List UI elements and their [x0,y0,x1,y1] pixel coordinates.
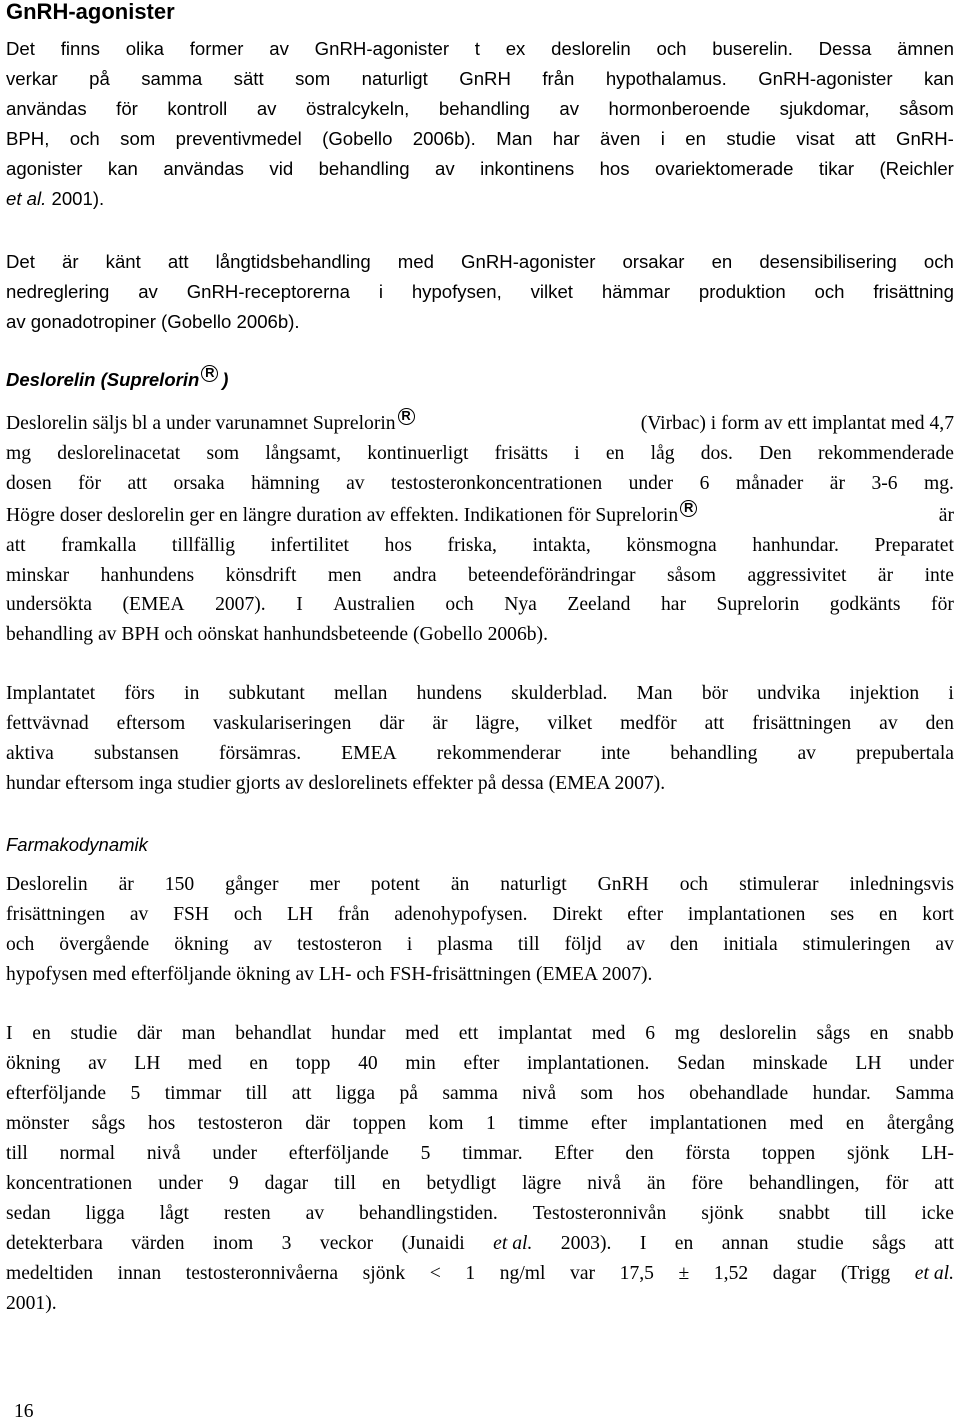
paragraph-line: medeltiden innan testosteronnivåerna sjönk < 1 ng/ml var 17,5 ± 1,52 dagar (Trigg et al. [6,1263,954,1284]
paragraph-line: Det är känt att långtidsbehandling med GnRH-agonister orsakar en desensibilisering och [6,251,954,272]
paragraph-line-last: av gonadotropiner (Gobello 2006b). [6,311,300,332]
section-heading-farmakodynamik: Farmakodynamik [6,834,148,855]
registered-trademark-icon: R [201,365,218,382]
paragraph-line: detekterbara värden inom 3 veckor (Junaidi et al. 2003). I en annan studie sågs att [6,1233,954,1254]
paragraph-line: undersökta (EMEA 2007). I Australien och Nya Zeeland har Suprelorin godkänts för [6,594,954,615]
paragraph-line: till normal nivå under efterföljande 5 timmar. Efter den första toppen sjönk LH- [6,1143,954,1164]
desl-line1-a: Deslorelin säljs bl a under varunamnet Suprelorin R [6,409,419,439]
paragraph-line: dosen för att orsaka hämning av testosteronkoncentrationen under 6 månader är 3-6 mg. [6,473,954,494]
paragraph-line-last: behandling av BPH och oönskat hanhundsbeteende (Gobello 2006b). [6,624,548,645]
heading-deslorelin-close: ) [222,369,229,390]
paragraph-line: efterföljande 5 timmar till att ligga på samma nivå som hos obehandlade hundar. Samma [6,1083,954,1104]
paragraph-line: Deslorelin är 150 gånger mer potent än naturligt GnRH och stimulerar inledningsvis [6,874,954,895]
paragraph-line: koncentrationen under 9 dagar till en betydligt lägre nivå än före behandlingen, för att [6,1173,954,1194]
section-heading-gnrh: GnRH-agonister [6,0,175,24]
paragraph-line: frisättningen av FSH och LH från adenohypofysen. Direkt efter implantationen ses en kort [6,904,954,925]
paragraph-line: att framkalla tillfällig infertilitet hos friska, intakta, könsmogna hanhundar. Preparatet [6,535,954,556]
section-heading-deslorelin [6,365,229,392]
paragraph-line: mönster sågs hos testosteron där toppen kom 1 timme efter implantationen med en återgång [6,1113,954,1134]
registered-trademark-icon: R [680,500,697,517]
paragraph-line: fettvävnad eftersom vaskulariseringen där är lägre, vilket medför att frisättningen av den [6,713,954,734]
paragraph-line [6,501,954,531]
paragraph-line: agonister kan användas vid behandling av inkontinens hos ovariektomerade tikar (Reichler [6,158,954,179]
paragraph-line-last: hypofysen med efterföljande ökning av LH- och FSH-frisättningen (EMEA 2007). [6,964,653,985]
paragraph-line: Det finns olika former av GnRH-agonister t ex deslorelin och buserelin. Dessa ämnen [6,38,954,59]
paragraph-line: Implantatet förs in subkutant mellan hundens skulderblad. Man bör undvika injektion i [6,683,954,704]
paragraph-line-last: hundar eftersom inga studier gjorts av deslorelinets effekter på dessa (EMEA 2007). [6,773,666,794]
heading-deslorelin-text: Deslorelin (Suprelorin [6,369,200,390]
paragraph-line: sedan ligga lågt resten av behandlingstiden. Testosteronnivån sjönk snabbt till icke [6,1203,954,1224]
registered-trademark-icon: R [398,408,415,425]
page-number: 16 [14,1401,34,1422]
paragraph-line: minskar hanhundens könsdrift men andra beteendeförändringar såsom aggressivitet är inte [6,565,954,586]
desl-line4-a: Högre doser deslorelin ger en längre duration av effekten. Indikationen för Suprelorin R [6,501,701,531]
paragraph-line: verkar på samma sätt som naturligt GnRH från hypothalamus. GnRH-agonister kan [6,68,954,89]
paragraph-line-last: 2001). [6,1293,57,1314]
paragraph-line: BPH, och som preventivmedel (Gobello 2006b). Man har även i en studie visat att GnRH- [6,128,954,149]
paragraph-line: ökning av LH med en topp 40 min efter implantationen. Sedan minskade LH under [6,1053,954,1074]
paragraph-line: I en studie där man behandlat hundar med ett implantat med 6 mg deslorelin sågs en snabb [6,1023,954,1044]
paragraph-line: och övergående ökning av testosteron i plasma till följd av den initiala stimuleringen av [6,934,954,955]
desl-line1-b: (Virbac) i form av ett implantat med 4,7 [640,413,954,434]
paragraph-line [6,409,954,439]
paragraph-line: mg deslorelinacetat som långsamt, kontinuerligt frisätts i en låg dos. Den rekommenderade [6,443,954,464]
paragraph-line-last: et al. 2001). [6,188,105,209]
desl-line4-b: är [938,505,954,526]
paragraph-line: nedreglering av GnRH-receptorerna i hypofysen, vilket hämmar produktion och frisättning [6,281,954,302]
paragraph-line: aktiva substansen försämras. EMEA rekommenderar inte behandling av prepubertala [6,743,954,764]
paragraph-line: användas för kontroll av östralcykeln, behandling av hormonberoende sjukdomar, såsom [6,98,954,119]
